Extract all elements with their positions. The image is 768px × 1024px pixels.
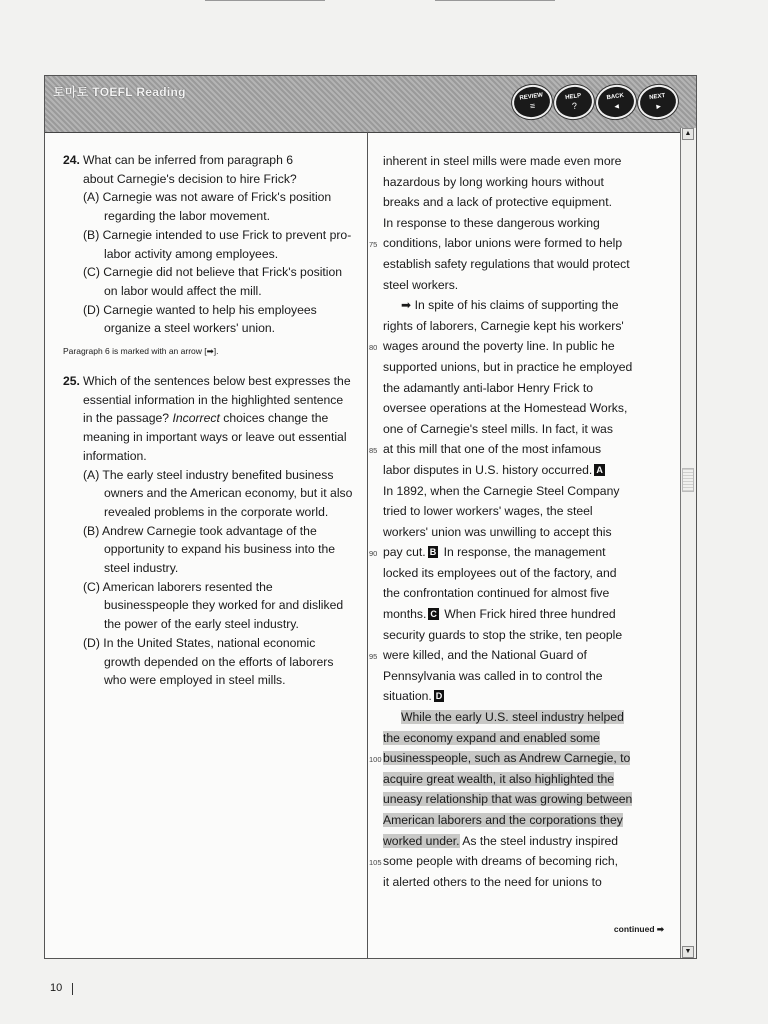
passage-text: inherent in steel mills were made even more <box>383 154 622 168</box>
insert-marker-c[interactable]: C <box>430 609 437 620</box>
answer-option-a[interactable]: (A) The early steel industry benefited business owners and the American economy, but it also revealed problems in the corporate world. <box>83 467 353 519</box>
arrow-right-icon: ▸ <box>655 100 662 111</box>
scroll-down-arrow-icon[interactable]: ▼ <box>682 946 694 958</box>
passage-text: the confrontation continued for almost five <box>383 586 610 601</box>
passage-line <box>383 625 678 646</box>
line-number: 80 <box>369 343 378 353</box>
question-text-italic: Incorrect <box>172 411 220 426</box>
next-button[interactable] <box>636 82 680 121</box>
passage-line <box>383 563 678 584</box>
passage-text: breaks and a lack of protective equipment. <box>383 195 612 210</box>
insert-marker-a[interactable]: A <box>596 464 603 475</box>
passage-line <box>383 192 678 213</box>
passage-line <box>383 398 678 419</box>
passage-text: one of Carnegie's steel mills. In fact, it was <box>383 421 613 436</box>
line-number: 95 <box>369 652 378 662</box>
line-number: 100 <box>369 755 382 765</box>
passage-line <box>383 254 678 275</box>
passage-text: oversee operations at the Homestead Works, <box>383 401 628 416</box>
answer-option-b[interactable]: (B) Carnegie intended to use Frick to prevent pro-labor activity among employees. <box>83 227 352 261</box>
passage-line <box>369 851 678 872</box>
line-number: 90 <box>369 549 378 559</box>
scroll-thumb[interactable] <box>682 468 694 492</box>
back-button[interactable] <box>594 82 638 121</box>
review-list-icon: ≡ <box>529 100 536 111</box>
help-button-label: HELP <box>564 92 582 101</box>
passage-line <box>383 707 678 728</box>
line-number: 75 <box>369 240 378 250</box>
line-number: 85 <box>369 446 378 456</box>
continued-indicator: continued ➡ <box>613 924 664 934</box>
highlighted-sentence: uneasy relationship that was growing between <box>383 792 633 807</box>
passage-text: were killed, and the National Guard of <box>383 648 587 663</box>
passage-text: at this mill that one of the most infamous <box>383 442 602 457</box>
question-number: 25. <box>63 374 80 389</box>
passage-line <box>369 336 678 357</box>
passage-line <box>383 686 678 707</box>
highlighted-sentence: the economy expand and enabled some <box>383 730 600 745</box>
passage-scrollbar[interactable] <box>680 128 696 958</box>
question-number: 24. <box>63 153 80 167</box>
page-number: 10 <box>50 982 63 994</box>
test-window <box>44 75 697 959</box>
passage-line <box>383 357 678 378</box>
passage-text: locked its employees out of the factory, and <box>383 565 617 580</box>
answer-option-a[interactable]: (A) Carnegie was not aware of Frick's position regarding the labor movement. <box>83 190 332 224</box>
arrow-left-icon: ◂ <box>613 100 620 111</box>
line-number: 105 <box>369 858 382 868</box>
passage-line <box>383 810 678 831</box>
title-bar <box>45 76 696 133</box>
passage-text: wages around the poverty line. In public he <box>383 339 615 354</box>
passage-text: workers' union was unwilling to accept this <box>383 524 612 539</box>
passage-line <box>383 419 678 440</box>
answer-option-d[interactable]: (D) Carnegie wanted to help his employees organize a steel workers' union. <box>83 302 317 336</box>
passage-text: months. <box>383 607 427 622</box>
passage-line <box>369 233 678 254</box>
passage-line <box>383 460 678 481</box>
passage-line <box>383 666 678 687</box>
question-text: What can be inferred from paragraph 6 <box>83 153 294 167</box>
passage-text: labor disputes in U.S. history occurred. <box>383 462 593 477</box>
passage-text: some people with dreams of becoming rich, <box>383 854 619 869</box>
passage-text: Pennsylvania was called in to control the <box>383 668 603 683</box>
passage-line <box>383 172 678 193</box>
question-mark-icon: ? <box>571 100 578 111</box>
passage-text: the adamantly anti-labor Henry Frick to <box>383 380 593 395</box>
highlighted-sentence: While the early U.S. steel industry helped <box>401 710 624 725</box>
question-text-part: choices change the meaning in important ways or leave out essential information. <box>83 411 347 463</box>
passage-text: When Frick hired three hundred <box>440 607 616 622</box>
passage-line <box>383 728 678 749</box>
passage-text: In 1892, when the Carnegie Steel Company <box>383 483 620 498</box>
column-divider <box>367 132 368 958</box>
passage-text: As the steel industry inspired <box>459 833 619 848</box>
passage-text: steel workers. <box>383 277 459 292</box>
passage-text: tried to lower workers' wages, the steel <box>383 504 593 519</box>
answer-option-d[interactable]: (D) In the United States, national economic growth depended on the efforts of laborers who were employed in steel mills. <box>83 635 334 688</box>
highlighted-sentence: American laborers and the corporations they <box>383 813 623 827</box>
review-button-label: REVIEW <box>519 91 544 102</box>
passage-text: it alerted others to the need for unions to <box>383 874 602 889</box>
passage-line <box>383 213 678 234</box>
passage-line <box>383 789 678 810</box>
insert-marker-b[interactable]: B <box>429 547 437 558</box>
passage-line <box>383 295 678 316</box>
question-text <box>83 372 353 466</box>
next-button-label: NEXT <box>648 92 666 101</box>
question-25 <box>63 372 353 690</box>
passage-text: security guards to stop the strike, ten people <box>383 627 623 642</box>
paragraph-note: Paragraph 6 is marked with an arrow [➡]. <box>63 346 219 357</box>
question-text-part: Which of the sentences below best expresses the essential information in the highlighted sentence in the passage? <box>83 374 351 426</box>
passage-text: hazardous by long working hours without <box>383 174 604 189</box>
passage-text: In response to these dangerous working <box>383 215 600 230</box>
passage-text: In response, the management <box>440 545 606 560</box>
passage-line <box>383 378 678 399</box>
passage-line <box>383 316 678 337</box>
question-panel <box>63 151 353 690</box>
answer-option-c[interactable]: (C) American laborers resented the businesspeople they worked for and disliked the power of the early steel industry. <box>83 579 344 632</box>
passage-text: ➡ In spite of his claims of supporting the <box>401 298 619 313</box>
back-button-label: BACK <box>606 92 625 101</box>
passage-text: conditions, labor unions were formed to help <box>383 236 623 251</box>
page-number-divider <box>72 983 73 995</box>
insert-marker-d[interactable]: D <box>435 691 443 702</box>
passage-line <box>383 831 678 852</box>
passage-text: situation. <box>383 689 432 704</box>
passage-line <box>383 501 678 522</box>
passage-line <box>369 748 678 769</box>
passage-text: supported unions, but in practice he employed <box>383 359 633 374</box>
passage-text: establish safety regulations that would protect <box>383 256 630 271</box>
passage-line <box>383 151 678 172</box>
passage-line <box>383 769 678 790</box>
passage-line <box>383 481 678 502</box>
passage-line <box>383 522 678 543</box>
review-button[interactable] <box>510 82 554 121</box>
help-button[interactable] <box>552 82 596 121</box>
highlighted-sentence: worked under. <box>383 833 460 848</box>
question-24 <box>63 151 353 358</box>
app-title: 토마토 TOEFL Reading <box>53 85 186 99</box>
highlighted-sentence: acquire great wealth, it also highlighted the <box>383 771 615 786</box>
answer-option-c[interactable]: (C) Carnegie did not believe that Frick's position on labor would affect the mill. <box>83 265 343 298</box>
passage-line <box>369 439 678 460</box>
passage-panel <box>369 151 678 892</box>
highlighted-sentence: businesspeople, such as Andrew Carnegie, to <box>383 751 631 766</box>
passage-line <box>383 275 678 296</box>
nav-buttons <box>512 85 678 119</box>
question-text: about Carnegie's decision to hire Frick? <box>83 171 297 186</box>
passage-line <box>369 542 678 563</box>
passage-text: pay cut. <box>383 545 426 560</box>
passage-line <box>383 604 678 625</box>
scroll-up-arrow-icon[interactable]: ▲ <box>682 128 694 140</box>
passage-line <box>383 872 678 893</box>
passage-text: rights of laborers, Carnegie kept his workers' <box>383 318 624 333</box>
answer-option-b[interactable]: (B) Andrew Carnegie took advantage of the opportunity to expand his business into the steel industry. <box>83 523 336 576</box>
passage-line <box>383 583 678 604</box>
passage-line <box>369 645 678 666</box>
